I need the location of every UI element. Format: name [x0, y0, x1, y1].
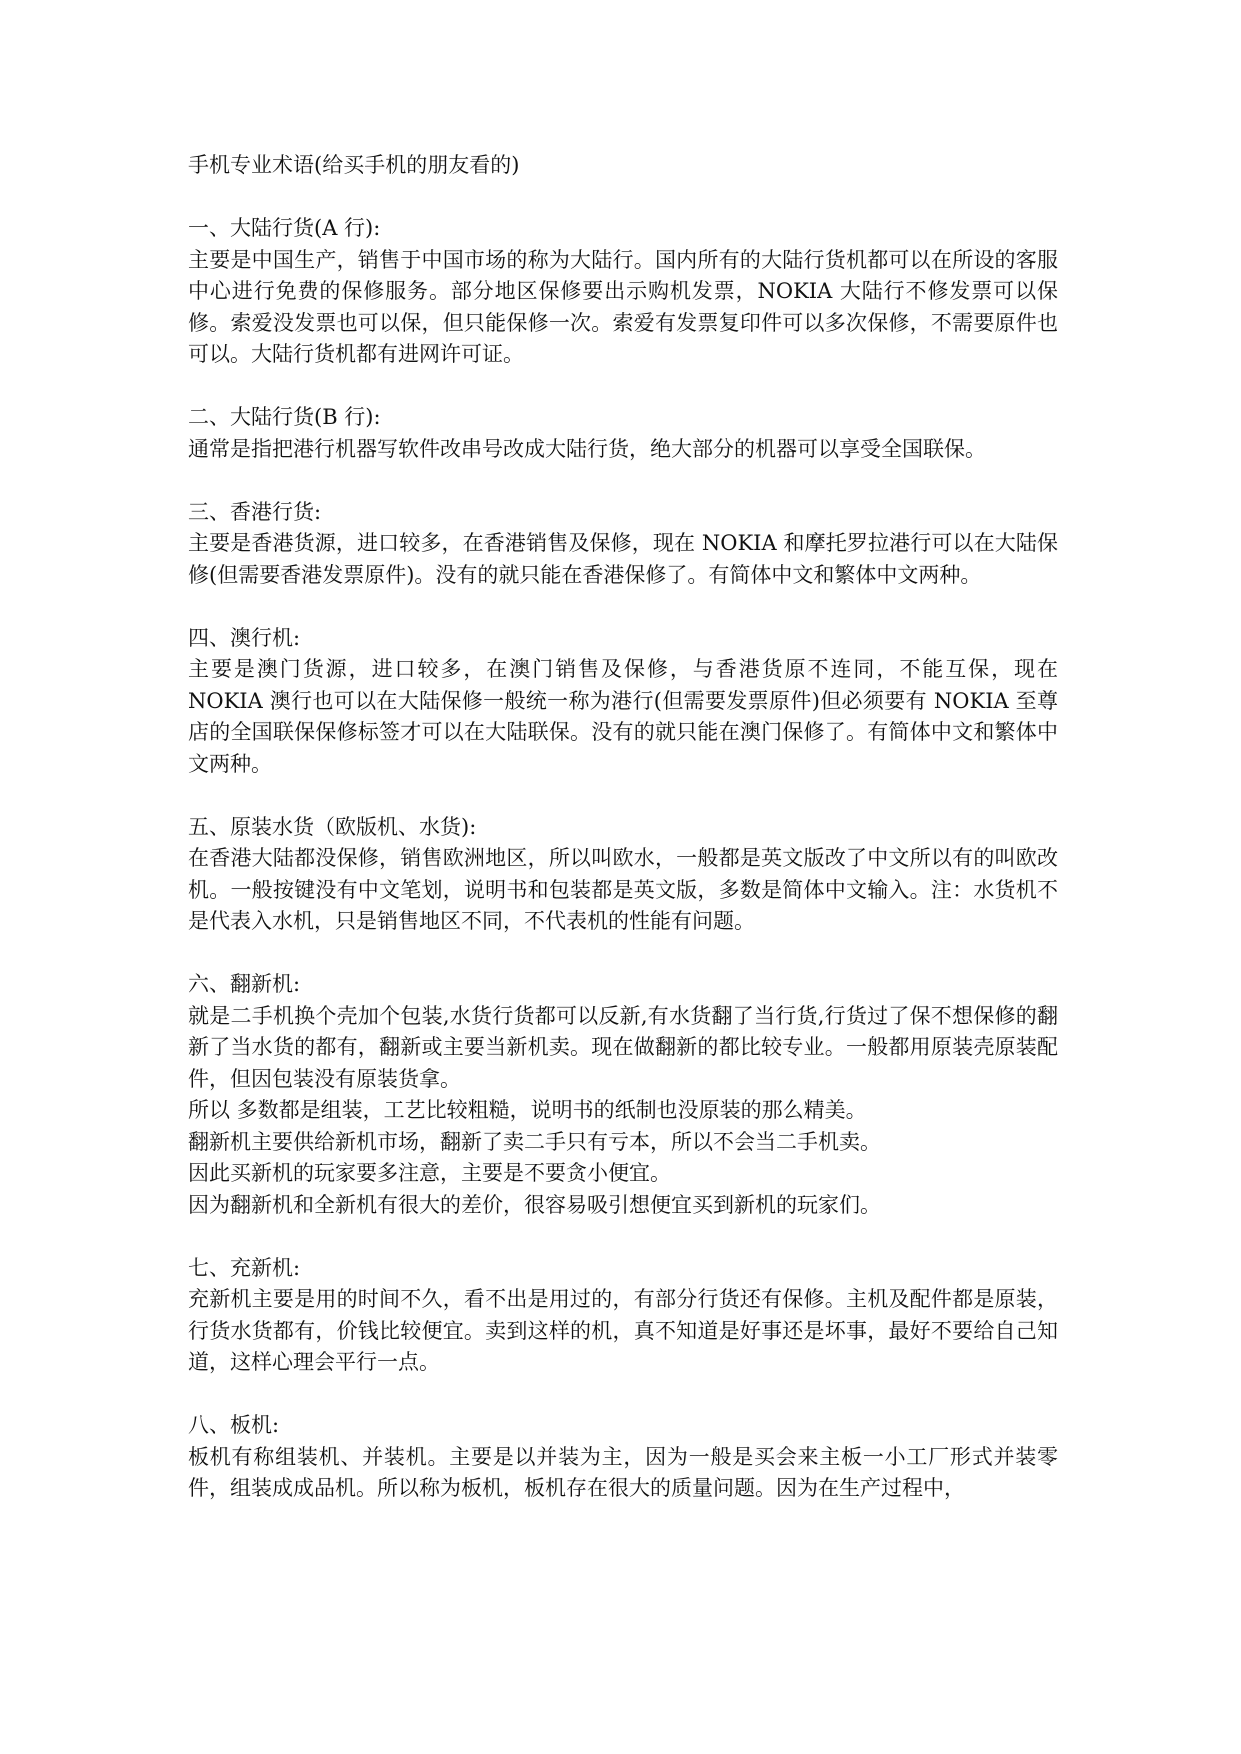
- section-b-line: [188, 402, 1058, 465]
- section-paragraph: 主要是中国生产，销售于中国市场的称为大陆行。国内所有的大陆行货机都可以在所设的客服中心进行免费的保修服务。部分地区保修要出示购机发票，NOKIA 大陆行不修发票可以保修。索爱没发票也可以保，但只能保修一次。索爱有发票复印件可以多次保修，不需要原件也可以。大陆行货机都有进网许可证。: [188, 247, 1058, 366]
- section-hong-kong: [188, 497, 1058, 592]
- section-paragraph: 板机有称组装机、并装机。主要是以并装为主，因为一般是买会来主板一小工厂形式并装零件，组装成成品机。所以称为板机，板机存在很大的质量问题。因为在生产过程中，: [188, 1444, 1058, 1500]
- section-grey-import: [188, 812, 1058, 938]
- section-heading: 八、板机:: [188, 1413, 280, 1437]
- section-refurbished: [188, 969, 1058, 1221]
- section-heading: 五、原装水货（欧版机、水货):: [188, 814, 477, 839]
- section-paragraph: 通常是指把港行机器写软件改串号改成大陆行货，绝大部分的机器可以享受全国联保。: [188, 436, 986, 461]
- section-heading: 三、香港行货:: [188, 499, 322, 524]
- section-paragraph: 翻新机主要供给新机市场，翻新了卖二手只有亏本，所以不会当二手机卖。: [188, 1129, 881, 1154]
- section-macau: [188, 623, 1058, 781]
- section-like-new: [188, 1253, 1058, 1379]
- section-heading: 一、大陆行货(A 行):: [188, 216, 381, 240]
- section-heading: 二、大陆行货(B 行):: [188, 405, 381, 429]
- document-body: [188, 150, 1058, 1505]
- section-paragraph: 因为翻新机和全新机有很大的差价，很容易吸引想便宜买到新机的玩家们。: [188, 1192, 881, 1217]
- section-a-line: [188, 213, 1058, 371]
- section-paragraph: 在香港大陆都没保修，销售欧洲地区，所以叫欧水，一般都是英文版改了中文所以有的叫欧改机。一般按键没有中文笔划，说明书和包装都是英文版，多数是简体中文输入。注：水货机不是代表入水机，只是销售地区不同，不代表机的性能有问题。: [188, 846, 1058, 933]
- section-board-machine: [188, 1410, 1058, 1505]
- section-heading: 六、翻新机:: [188, 972, 301, 996]
- section-heading: 七、充新机:: [188, 1255, 301, 1280]
- section-paragraph: 因此买新机的玩家要多注意，主要是不要贪小便宜。: [188, 1161, 671, 1185]
- section-paragraph: 所以 多数都是组装，工艺比较粗糙，说明书的纸制也没原装的那么精美。: [188, 1098, 867, 1122]
- section-paragraph: 就是二手机换个壳加个包装,水货行货都可以反新,有水货翻了当行货,行货过了保不想保修的翻新了当水货的都有，翻新或主要当新机卖。现在做翻新的都比较专业。一般都用原装壳原装配件，但因包装没有原装货拿。: [188, 1003, 1058, 1091]
- document-title: 手机专业术语(给买手机的朋友看的): [188, 153, 520, 177]
- section-paragraph: 主要是澳门货源，进口较多，在澳门销售及保修，与香港货原不连同，不能互保，现在 NOKIA 澳行也可以在大陆保修一般统一称为港行(但需要发票原件)但必须要有 NOKIA 至尊店的全国联保保修标签才可以在大陆联保。没有的就只能在澳门保修了。有简体中文和繁体中文两种。: [188, 657, 1058, 776]
- section-paragraph: 充新机主要是用的时间不久，看不出是用过的，有部分行货还有保修。主机及配件都是原装，行货水货都有，价钱比较便宜。卖到这样的机，真不知道是好事还是坏事，最好不要给自己知道，这样心理会平行一点。: [188, 1287, 1058, 1374]
- section-heading: 四、澳行机:: [188, 625, 301, 650]
- section-paragraph: 主要是香港货源，进口较多，在香港销售及保修，现在 NOKIA 和摩托罗拉港行可以在大陆保修(但需要香港发票原件)。没有的就只能在香港保修了。有简体中文和繁体中文两种。: [188, 531, 1058, 587]
